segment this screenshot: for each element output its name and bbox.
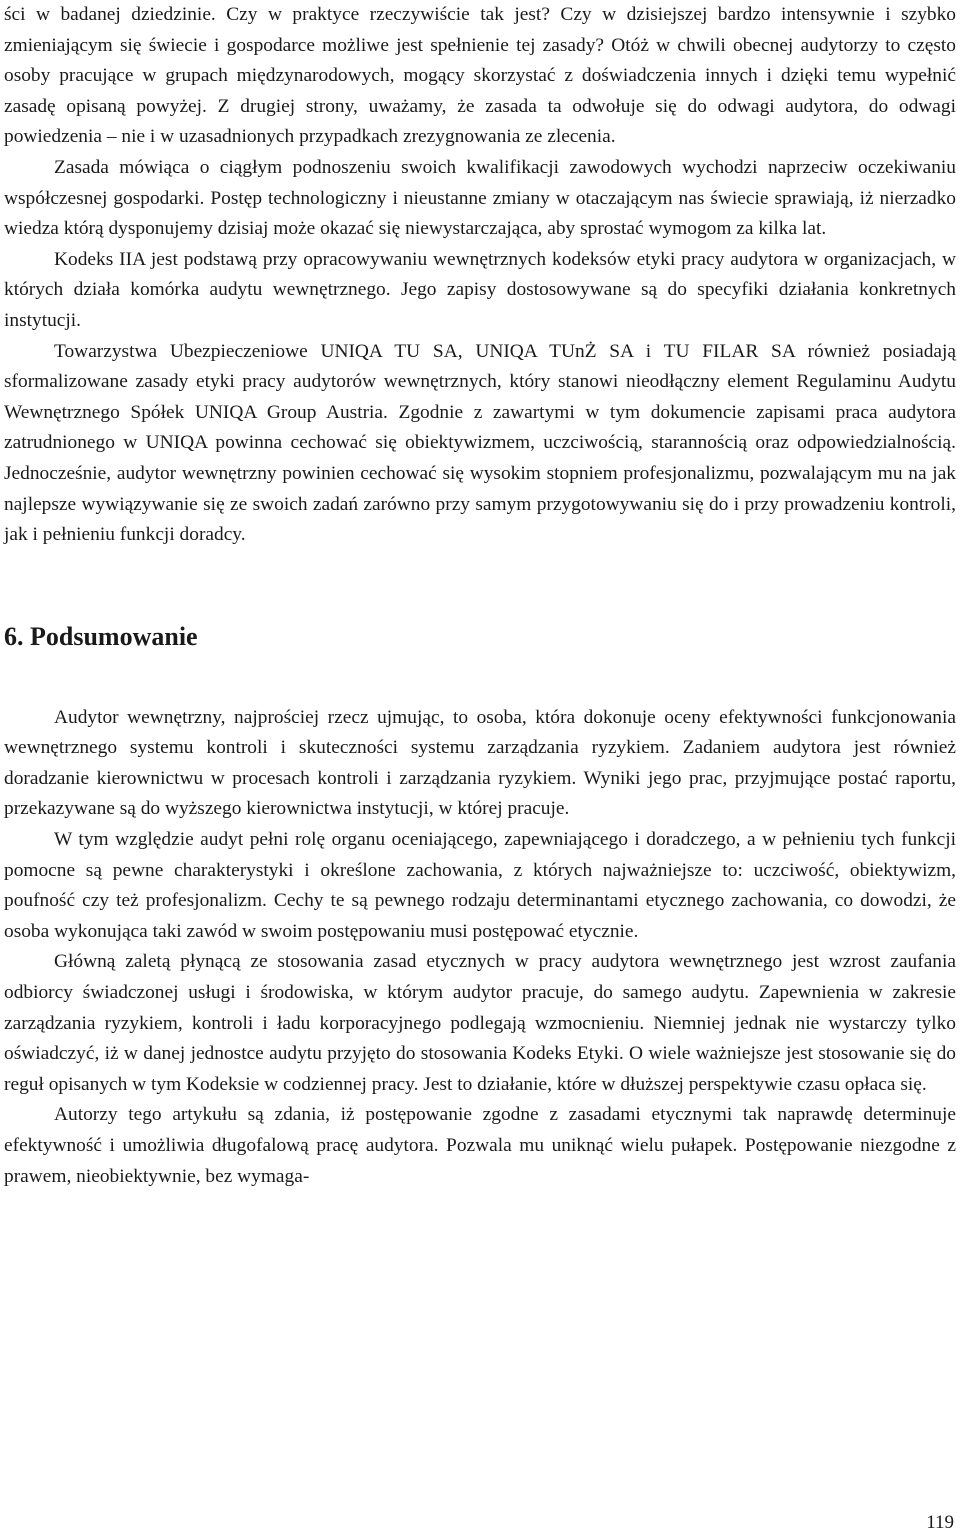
body-paragraph: Główną zaletą płynącą ze stosowania zasad etycznych w pracy audytora wewnętrznego jest wzrost zaufania odbiorcy świadczonej usługi i środowiska, w którym audytor pracuje, do samego audytu. Zapewnienia w zakresie zarządzania ryzykiem, kontroli i ładu korporacyjnego podlegają wzmocnieniu. Niemniej jednak nie wystarczy tylko oświadczyć, iż w danej jednostce audytu przyjęto do stosowania Kodeks Etyki. O wiele ważniejsze jest stosowanie się do reguł opisanych w tym Kodeksie w codziennej pracy. Jest to działanie, które w dłuższej perspektywie czasu opłaca się. <box>4 951 956 1095</box>
document-page <box>4 0 956 1192</box>
body-paragraph: Towarzystwa Ubezpieczeniowe UNIQA TU SA, UNIQA TUnŻ SA i TU FILAR SA również posiadają sformalizowane zasady etyki pracy audytorów wewnętrznych, który stanowi nieodłączny element Regulaminu Audytu Wewnętrznego Spółek UNIQA Group Austria. Zgodnie z zawartymi w tym dokumencie zapisami praca audytora zatrudnionego w UNIQA powinna cechować się obiektywizmem, uczciwością, starannością oraz odpowiedzialnością. Jednocześnie, audytor wewnętrzny powinien cechować się wysokim stopniem profesjonalizmu, pozwalającym mu na jak najlepsze wywiązywanie się ze swoich zadań zarówno przy samym przygotowywaniu się do i przy prowadzeniu kontroli, jak i pełnieniu funkcji doradcy. <box>4 340 956 546</box>
body-paragraph: W tym względzie audyt pełni rolę organu oceniającego, zapewniającego i doradczego, a w pełnieniu tych funkcji pomocne są pewne charakterystyki i określone zachowania, z których najważniejsze to: uczciwość, obiektywizm, poufność czy też profesjonalizm. Cechy te są pewnego rodzaju determinantami etycznego zachowania, co dowodzi, że osoba wykonująca taki zawód w swoim postępowaniu musi postępować etycznie. <box>4 829 956 942</box>
body-paragraph: Audytor wewnętrzny, najprościej rzecz ujmując, to osoba, która dokonuje oceny efektywności funkcjonowania wewnętrznego systemu kontroli i skuteczności systemu zarządzania ryzykiem. Zadaniem audytora jest również doradzanie kierownictwu w procesach kontroli i zarządzania ryzykiem. Wyniki jego prac, przyjmujące postać raportu, przekazywane są do wyższego kierownictwa instytucji, w której pracuje. <box>4 706 956 820</box>
section-heading: 6. Podsumowanie <box>4 621 198 651</box>
body-paragraph: Zasada mówiąca o ciągłym podnoszeniu swoich kwalifikacji zawodowych wychodzi naprzeciw oczekiwaniu współczesnej gospodarki. Postęp technologiczny i nieustanne zmiany w otaczającym nas świecie sprawiają, iż nierzadko wiedza którą dysponujemy dzisiaj może okazać się niewystarczająca, aby sprostać wymogom za kilka lat. <box>4 156 956 240</box>
body-paragraph: Autorzy tego artykułu są zdania, iż postępowanie zgodne z zasadami etycznymi tak naprawdę determinuje efektywność i umożliwia długofalową pracę audytora. Pozwala mu uniknąć wielu pułapek. Postępowanie niezgodne z prawem, nieobiektywnie, bez wymaga- <box>4 1104 956 1187</box>
body-paragraph: Kodeks IIA jest podstawą przy opracowywaniu wewnętrznych kodeksów etyki pracy audytora w organizacjach, w których działa komórka audytu wewnętrznego. Jego zapisy dostosowywane są do specyfiki działania konkretnych instytucji. <box>4 248 956 331</box>
body-paragraph: ści w badanej dziedzinie. Czy w praktyce rzeczywiście tak jest? Czy w dzisiejszej bardzo intensywnie i szybko zmieniającym się świecie i gospodarce możliwe jest spełnienie tej zasady? Otóż w chwili obecnej audytorzy to często osoby pracujące w grupach międzynarodowych, mogący skorzystać z doświadczenia innych i dzięki temu wypełnić zasadę opisaną powyżej. Z drugiej strony, uważamy, że zasada ta odwołuje się do odwagi audytora, do odwagi powiedzenia – nie i w uzasadnionych przypadkach zrezygnowania ze zlecenia. <box>4 4 956 148</box>
page-number: 119 <box>926 1512 954 1533</box>
